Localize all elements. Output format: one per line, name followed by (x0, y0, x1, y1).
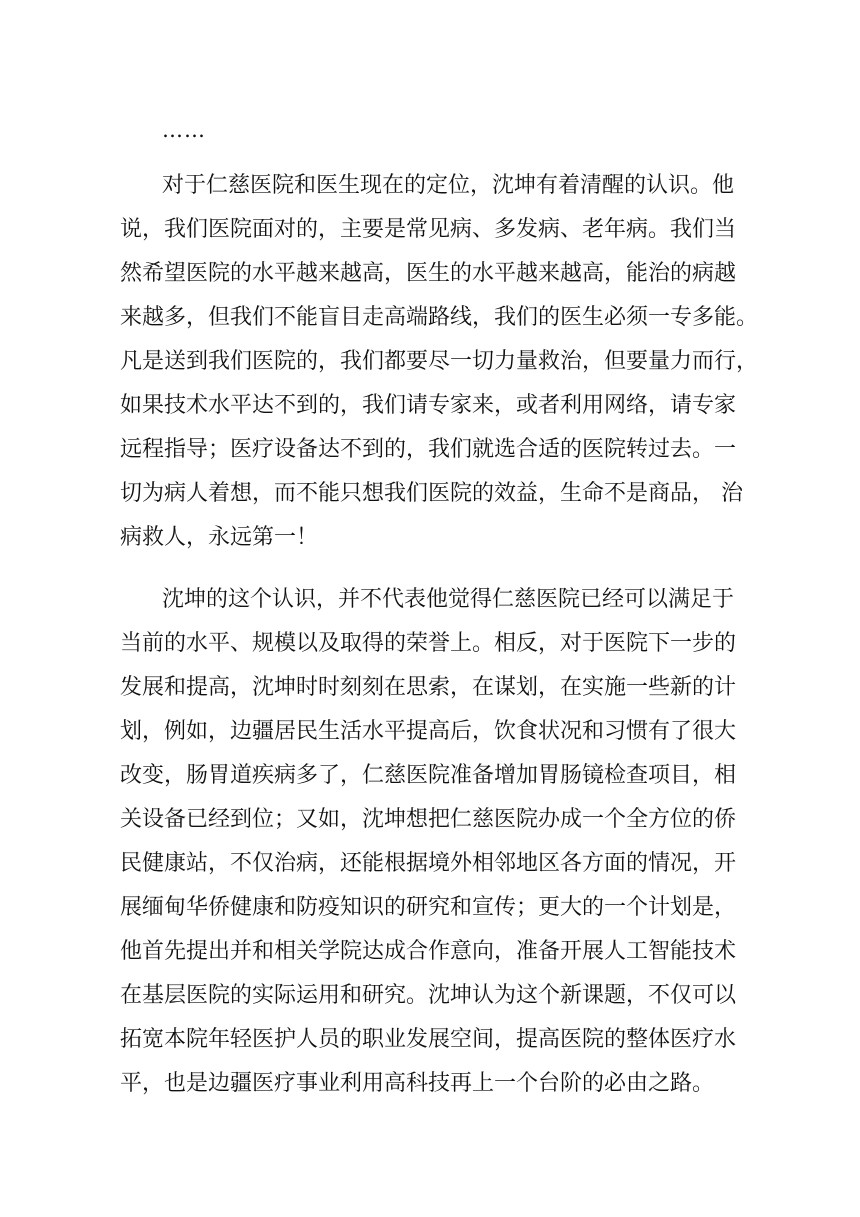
paragraph-2-line: 他首先提出并和相关学院达成合作意向，准备开展人工智能技术 (120, 939, 737, 964)
paragraph-1-line: 对于仁慈医院和医生现在的定位，沈坤有着清醒的认识。他 (162, 173, 735, 198)
paragraph-2-line: 民健康站，不仅治病，还能根据境外相邻地区各方面的情况，开 (120, 851, 737, 876)
paragraph-2-line: 划，例如，边疆居民生活水平提高后，饮食状况和习惯有了很大 (120, 719, 737, 744)
paragraph-2-line: 平，也是边疆医疗事业利用高科技再上一个台阶的必由之路。 (120, 1071, 715, 1096)
paragraph-1-line: 病救人，永远第一！ (120, 525, 319, 550)
paragraph-2-line: 拓宽本院年轻医护人员的职业发展空间，提高医院的整体医疗水 (120, 1027, 737, 1052)
paragraph-2-line: 关设备已经到位；又如，沈坤想把仁慈医院办成一个全方位的侨 (120, 807, 737, 832)
paragraph-1-line: 凡是送到我们医院的，我们都要尽一切力量救治，但要量力而行， (120, 349, 759, 374)
paragraph-2-line: 改变，肠胃道疾病多了，仁慈医院准备增加胃肠镜检查项目，相 (120, 763, 737, 788)
paragraph-1-line: 如果技术水平达不到的，我们请专家来，或者利用网络，请专家 (120, 393, 737, 418)
paragraph-2-line: 沈坤的这个认识，并不代表他觉得仁慈医院已经可以满足于 (162, 587, 735, 612)
paragraph-2-line: 当前的水平、规模以及取得的荣誉上。相反，对于医院下一步的 (120, 631, 737, 656)
paragraph-1-line: 来越多，但我们不能盲目走高端路线，我们的医生必须一专多能。 (120, 305, 759, 330)
paragraph-1-line: 说，我们医院面对的，主要是常见病、多发病、老年病。我们当 (120, 217, 737, 242)
paragraph-1-line: 然希望医院的水平越来越高，医生的水平越来越高，能治的病越 (120, 261, 737, 286)
paragraph-1-line: 远程指导；医疗设备达不到的，我们就选合适的医院转过去。一 (120, 437, 737, 462)
paragraph-2-line: 在基层医院的实际运用和研究。沈坤认为这个新课题，不仅可以 (120, 983, 737, 1008)
ellipsis-marker: …… (162, 118, 206, 142)
paragraph-2-line: 展缅甸华侨健康和防疫知识的研究和宣传；更大的一个计划是， (120, 895, 737, 920)
paragraph-1-line: 切为病人着想，而不能只想我们医院的效益，生命不是商品， 治 (120, 481, 743, 506)
paragraph-2-line: 发展和提高，沈坤时时刻刻在思索，在谋划，在实施一些新的计 (120, 675, 737, 700)
